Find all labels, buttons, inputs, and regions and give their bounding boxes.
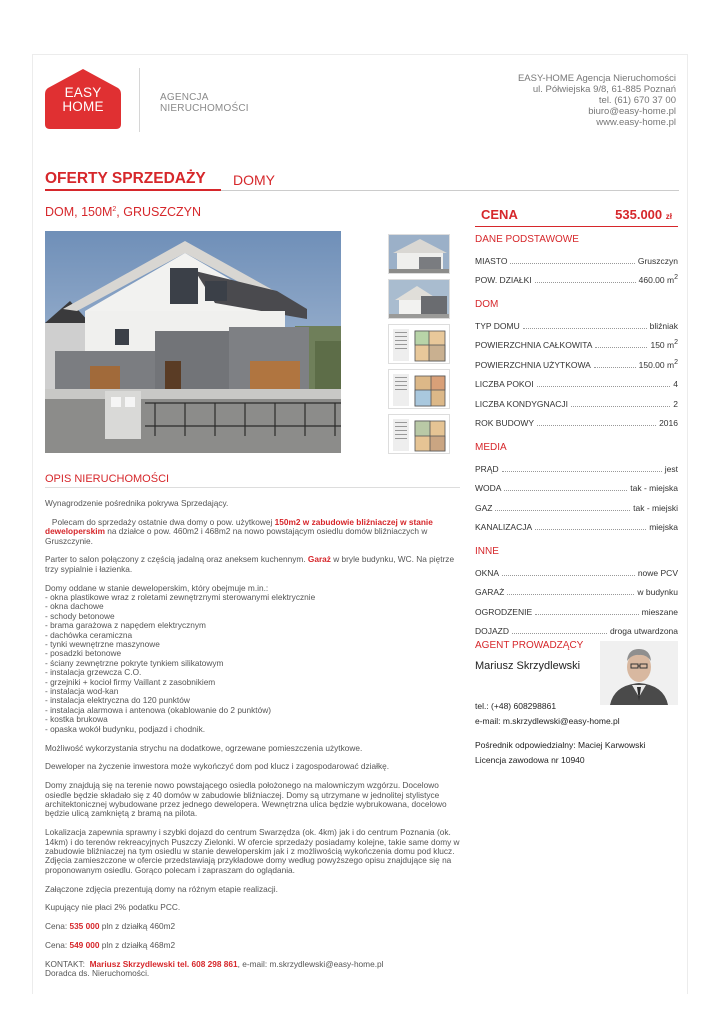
- property-title-sup: 2: [112, 205, 117, 213]
- property-title-prefix: DOM, 150M: [45, 205, 113, 219]
- desc-paragraph-finishing: Deweloper na życzenie inwestora może wykończyć dom pod klucz i zagospodarować działkę.: [45, 761, 390, 772]
- param-row-year: [475, 413, 678, 433]
- price-value: [615, 207, 672, 222]
- responsible-broker: Pośrednik odpowiedzialny: Maciej Karwowski: [475, 740, 646, 750]
- dot-leader: [537, 386, 671, 387]
- contact-address: ul. Półwiejska 9/8, 61-885 Poznań: [532, 84, 676, 95]
- param-label: TYP DOMU: [475, 320, 520, 331]
- thumb-house-2: [389, 280, 450, 319]
- dot-leader: [504, 490, 627, 491]
- param-row-access: [475, 621, 678, 641]
- desc-text: na działce o pow. 460m2 i 468m2 na nowo powstającym osiedlu domów bliźniaczych w Gruszczynie.: [45, 526, 428, 546]
- title-divider-accent: [45, 189, 221, 191]
- description-divider: [45, 487, 460, 488]
- param-value: tak - miejska: [630, 483, 678, 493]
- param-value: droga utwardzona: [609, 626, 678, 636]
- desc-list: [45, 593, 465, 734]
- list-item: - schody betonowe: [45, 610, 115, 621]
- dot-leader: [594, 367, 636, 368]
- agent-portrait: [600, 641, 678, 705]
- license-number: Licencja zawodowa nr 10940: [475, 755, 585, 765]
- params-other-heading: INNE: [475, 546, 499, 557]
- param-value-text: 150.00 m: [638, 359, 675, 370]
- contact-phone[interactable]: tel. (61) 670 37 00: [598, 95, 676, 106]
- logo-divider: [139, 68, 140, 132]
- dot-leader: [495, 510, 630, 511]
- params-other: [475, 544, 678, 640]
- param-label: ROK BUDOWY: [475, 418, 535, 428]
- param-row-electricity: [475, 458, 678, 478]
- desc-highlight: 150m2 w zabudowie bliźniaczej w stanie deweloperskim: [45, 516, 433, 537]
- thumb-floorplan-1: [389, 325, 450, 364]
- price-currency: zł: [665, 212, 672, 221]
- logo-line-1: EASY: [64, 85, 102, 100]
- agent-email[interactable]: e-mail: m.skrzydlewski@easy-home.pl: [475, 716, 620, 726]
- description-body: [45, 499, 465, 979]
- param-row-fence: [475, 601, 678, 621]
- property-parameters: [475, 232, 678, 640]
- section-category[interactable]: DOMY: [233, 172, 275, 188]
- property-title: [45, 205, 201, 219]
- list-item: - posadzki betonowe: [45, 648, 122, 659]
- param-label: POW. DZIAŁKI: [475, 275, 532, 285]
- param-value: jest: [664, 463, 678, 474]
- list-item: - grzejniki + kocioł firmy Vaillant z zasobnikiem: [45, 676, 216, 687]
- list-item: - opaska wokół budynku, podjazd i chodnik.: [45, 723, 206, 734]
- param-value: 2016: [659, 418, 678, 428]
- params-media-heading: MEDIA: [475, 442, 507, 453]
- param-row-total-area: [475, 335, 678, 355]
- contact-company: EASY-HOME Agencja Nieruchomości: [517, 73, 676, 84]
- description-heading: OPIS NIERUCHOMOŚCI: [45, 473, 170, 485]
- params-basic: [475, 232, 678, 289]
- title-divider: [45, 190, 679, 191]
- param-row-rooms: [475, 374, 678, 394]
- param-label: LICZBA POKOI: [475, 379, 534, 389]
- main-photo[interactable]: [45, 231, 341, 453]
- param-row-floors: [475, 393, 678, 413]
- agency-line-1: AGENCJA: [160, 92, 209, 103]
- param-row-sewage: [475, 517, 678, 537]
- list-item: - kostka brukowa: [45, 714, 108, 725]
- thumbnail-2[interactable]: [388, 279, 450, 319]
- thumbnail-1[interactable]: [388, 234, 450, 274]
- logo-line-2: HOME: [62, 99, 104, 114]
- params-house-heading: DOM: [475, 299, 499, 310]
- agent-heading: AGENT PROWADZĄCY: [475, 640, 584, 651]
- param-label: GAZ: [475, 502, 493, 513]
- param-value: tak - miejski: [633, 502, 678, 513]
- param-value: Gruszczyn: [637, 255, 678, 266]
- desc-paragraph-commission: Wynagrodzenie pośrednika pokrywa Sprzedający.: [45, 498, 229, 508]
- param-value: w budynku: [637, 587, 678, 597]
- param-label: LICZBA KONDYGNACJI: [475, 398, 569, 409]
- dot-leader: [535, 529, 646, 530]
- param-label: MIASTO: [475, 255, 508, 266]
- list-item: - okna plastikowe wraz z roletami zewnętrznymi sterowanymi elektrycznie: [45, 592, 316, 603]
- param-value-sup: 2: [674, 274, 678, 282]
- desc-highlight: Garaż: [307, 554, 331, 565]
- price-box: [475, 207, 678, 227]
- param-label: GARAŻ: [475, 587, 505, 597]
- thumbnail-4[interactable]: [388, 369, 450, 409]
- desc-highlight: Mariusz Skrzydlewski tel. 608 298 861: [89, 958, 238, 969]
- param-value-text: 460.00 m: [638, 275, 675, 285]
- desc-paragraph-location: Lokalizacja zapewnia sprawny i szybki dojazd do centrum Swarzędza (ok. 4km) jak i do centrum Poznania (ok. 14km) i do terenów rekreacyjnych Puszczy Zielonki. W ofercie sprzedaży posiadamy kolejne, takie same domy w zabudowie bliźniaczej na tym osiedlu w stanie deweloperskim jak i z możliwością wykończenia domu pod klucz. Zdjęcia zamieszczone w ofercie przedstawiają przykładowe domy według powyższego opisu znajdujące się na proponowanym osiedlu. Gorąco polecam i zapraszam do oglądania.: [45, 827, 460, 875]
- price-amount: 535.000: [615, 207, 663, 222]
- desc-text: Cena:: [45, 939, 70, 950]
- desc-text: pln z działką 460m2: [99, 921, 176, 932]
- param-label: OGRODZENIE: [475, 606, 533, 617]
- property-title-suffix: , GRUSZCZYN: [116, 205, 202, 219]
- easy-home-logo[interactable]: [45, 68, 121, 130]
- contact-website[interactable]: www.easy-home.pl: [596, 117, 676, 128]
- dot-leader: [535, 282, 636, 283]
- param-row-windows: [475, 562, 678, 582]
- thumb-floorplan-3: [389, 415, 450, 454]
- contact-email[interactable]: biuro@easy-home.pl: [588, 106, 676, 117]
- param-label: WODA: [475, 483, 502, 493]
- desc-highlight: 535 000: [69, 921, 100, 932]
- param-row-usable-area: [475, 354, 678, 374]
- agent-phone[interactable]: tel.: (+48) 608298861: [475, 701, 557, 711]
- param-value-sup: 2: [674, 339, 678, 347]
- list-item: - instalacja alarmowa i antenowa (okablowanie do 2 punktów): [45, 704, 271, 715]
- thumbnail-5[interactable]: [388, 414, 450, 454]
- list-item: - brama garażowa z napędem elektrycznym: [45, 620, 206, 631]
- desc-price-1: [45, 922, 465, 931]
- dot-leader: [512, 633, 607, 634]
- desc-paragraph-attic: Możliwość wykorzystania strychu na dodatkowe, ogrzewane pomieszczenia użytkowe.: [45, 742, 363, 753]
- list-item: - dachówka ceramiczna: [45, 629, 133, 640]
- dot-leader: [502, 575, 635, 576]
- param-row-city: [475, 250, 678, 270]
- param-value: [636, 359, 678, 370]
- param-value: 4: [673, 379, 678, 389]
- price-label: CENA: [481, 207, 518, 222]
- house-photo: [45, 231, 341, 453]
- dot-leader: [523, 328, 647, 329]
- param-label: DOJAZD: [475, 626, 509, 636]
- desc-paragraph-estate: Domy znajdują się na terenie nowo powstającego osiedla położonego na malowniczym wzgórzu. Docelowo osiedle będzie składało się z 40 domów w zabudowie bliźniaczej. Domy są utrzymane w jednolitej stylistyce architektonicznej wybudowane przez jednego dewelopera. Wewnętrzna ulica będzie wybrukowana, docelowo będzie ulicą zamkniętą z bramą na pilota.: [45, 780, 447, 819]
- agency-line-2: NIERUCHOMOŚCI: [160, 103, 249, 114]
- thumbnail-3[interactable]: [388, 324, 450, 364]
- desc-paragraph-tax: Kupujący nie płaci 2% podatku PCC.: [45, 902, 181, 913]
- params-house: [475, 297, 678, 432]
- param-value: mieszane: [641, 606, 678, 617]
- param-row-plot-area: [475, 270, 678, 290]
- param-value: 2: [673, 398, 678, 409]
- params-media: [475, 440, 678, 536]
- list-item: - tynki wewnętrzne maszynowe: [45, 639, 160, 650]
- section-title: OFERTY SPRZEDAŻY: [45, 170, 206, 187]
- list-item: - instalacja wod-kan: [45, 686, 119, 697]
- desc-text: Polecam do sprzedaży ostatnie dwa domy o pow. użytkowej: [45, 516, 275, 527]
- dot-leader: [502, 471, 662, 472]
- logo-text: [45, 86, 121, 114]
- param-value: miejska: [649, 522, 678, 532]
- list-item: - instalacja grzewcza C.O.: [45, 667, 142, 678]
- desc-text: , e-mail: m.skrzydlewski@easy-home.pl: [237, 958, 384, 969]
- param-row-water: [475, 478, 678, 498]
- thumb-floorplan-2: [389, 370, 450, 409]
- param-value: [636, 274, 678, 285]
- params-basic-heading: DANE PODSTAWOWE: [475, 234, 579, 245]
- agent-name: Mariusz Skrzydlewski: [475, 660, 581, 672]
- desc-text: Parter to salon połączony z częścią jadalną oraz aneksem kuchennym.: [45, 554, 308, 565]
- dot-leader: [595, 347, 647, 348]
- desc-contact-role: Doradca ds. Nieruchomości.: [45, 968, 150, 979]
- agency-caption: [160, 92, 249, 114]
- param-row-house-type: [475, 315, 678, 335]
- list-item: - ściany zewnętrzne pokryte tynkiem silikatowym: [45, 657, 224, 668]
- dot-leader: [571, 406, 670, 407]
- desc-paragraph-intro: [45, 518, 465, 546]
- param-label: POWIERZCHNIA CAŁKOWITA: [475, 340, 593, 350]
- desc-text: Cena:: [45, 921, 70, 932]
- dot-leader: [510, 263, 634, 264]
- list-item: - okna dachowe: [45, 601, 104, 612]
- desc-text: KONTAKT:: [45, 958, 90, 969]
- param-label: KANALIZACJA: [475, 522, 533, 532]
- param-value-sup: 2: [674, 358, 678, 366]
- desc-paragraph-photos: Załączone zdjęcia prezentują domy na różnym etapie realizacji.: [45, 883, 278, 894]
- dot-leader: [537, 425, 656, 426]
- param-row-garage: [475, 582, 678, 602]
- desc-text: pln z działką 468m2: [99, 939, 176, 950]
- desc-text: w bryle budynku, WC. Na piętrze trzy sypialnie i łazienka.: [45, 554, 455, 574]
- param-label: PRĄD: [475, 463, 499, 474]
- desc-price-2: [45, 941, 465, 950]
- list-item: - instalacja elektryczna do 120 punktów: [45, 695, 190, 706]
- photo-thumbnails: [388, 234, 450, 459]
- agency-contact: [518, 73, 676, 128]
- desc-highlight: 549 000: [69, 939, 100, 950]
- agent-photo: [600, 641, 678, 705]
- param-value: [647, 339, 678, 350]
- param-value: nowe PCV: [637, 567, 678, 578]
- thumb-house-1: [389, 235, 450, 274]
- param-label: OKNA: [475, 567, 500, 578]
- param-value-text: 150 m: [650, 340, 675, 350]
- param-label: POWIERZCHNIA UŻYTKOWA: [475, 359, 591, 370]
- dot-leader: [535, 614, 638, 615]
- dot-leader: [507, 594, 634, 595]
- desc-paragraph-layout: [45, 555, 465, 574]
- desc-list-intro: Domy oddane w stanie deweloperskim, który obejmuje m.in.:: [45, 582, 269, 593]
- param-value: bliźniak: [649, 320, 678, 331]
- param-row-gas: [475, 497, 678, 517]
